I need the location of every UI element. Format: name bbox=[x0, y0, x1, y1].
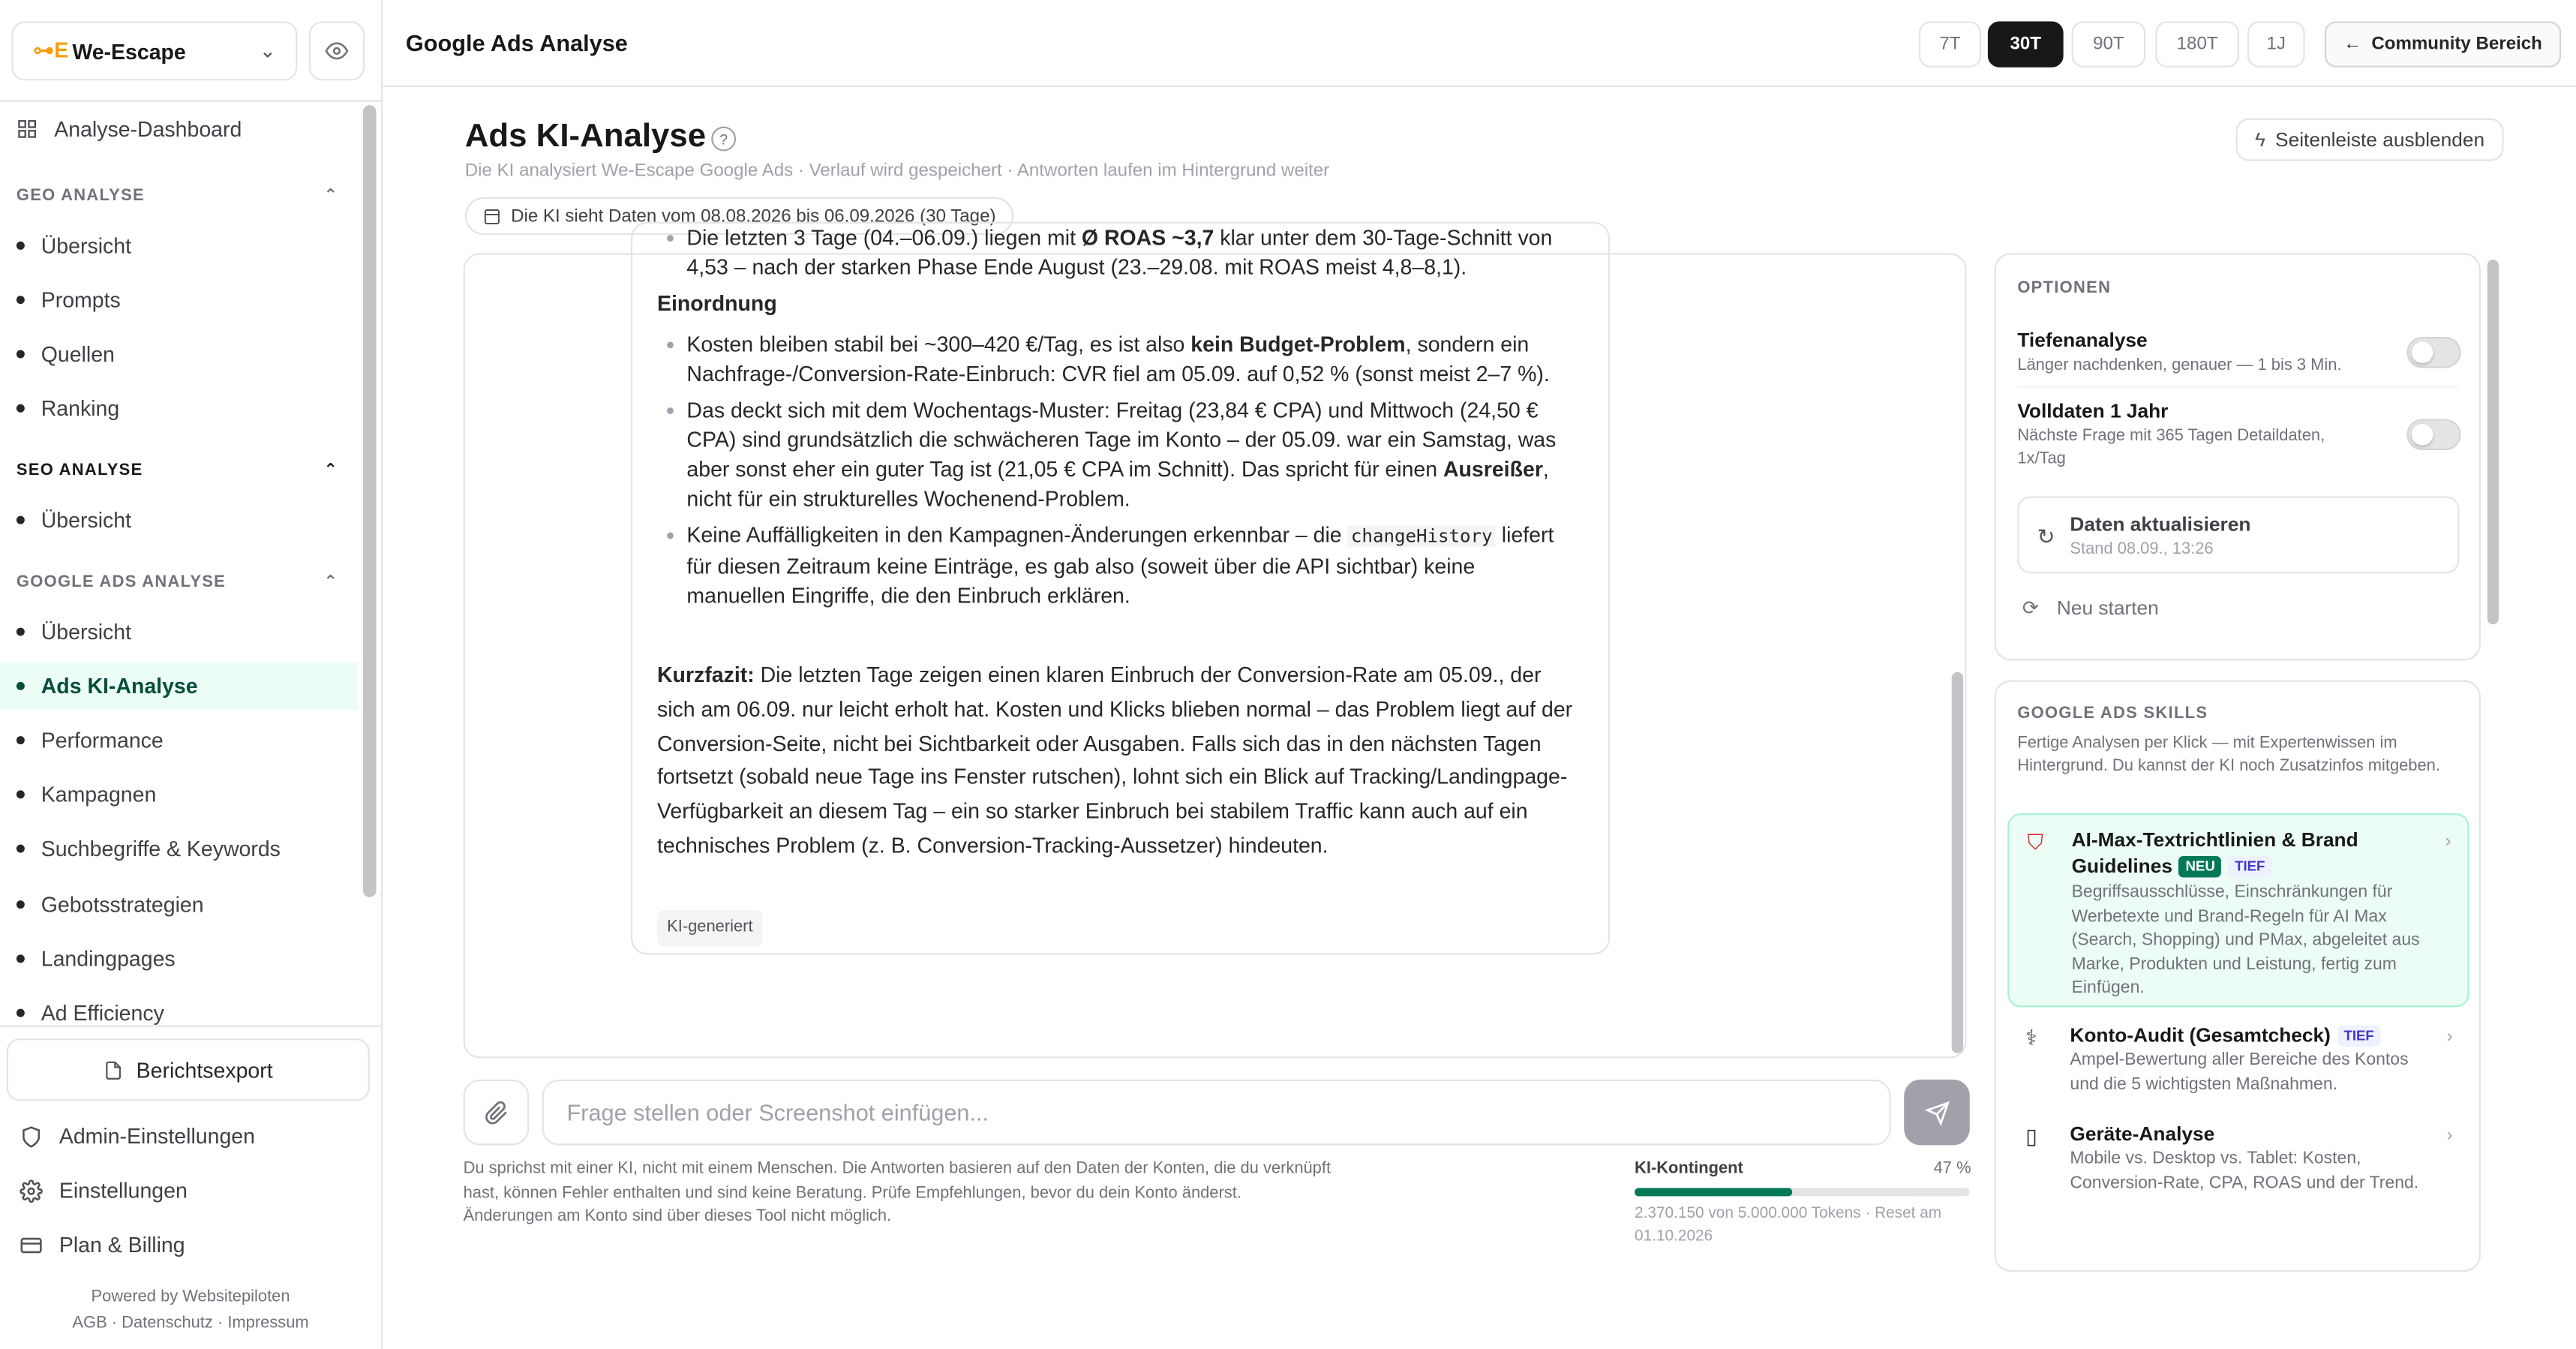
sidebar-nav bbox=[0, 102, 381, 1026]
data-range-text: Die KI sieht Daten vom 08.08.2026 bis 06.09.2026 (30 Tage) bbox=[511, 206, 996, 227]
skill-title: AI-Max-Textrichtlinien & Brand Guidelines NEU TIEF bbox=[2071, 828, 2358, 878]
workspace-logo: ⊶E bbox=[32, 38, 69, 63]
range-30t-button[interactable]: 30T bbox=[1988, 21, 2064, 67]
bullet-icon bbox=[17, 296, 25, 304]
full-data-desc: Nächste Frage mit 365 Tagen Detaildaten, 1x/Tag bbox=[2017, 427, 2325, 469]
legal-links[interactable]: AGB · Datenschutz · Impressum bbox=[72, 1314, 309, 1333]
sidebar-item-label: Übersicht bbox=[41, 619, 132, 644]
quota-progress-bar bbox=[1635, 1188, 1970, 1196]
chat-panel bbox=[464, 225, 1967, 1058]
skill-device-analysis[interactable] bbox=[2007, 1109, 2469, 1224]
sidebar-item-label: Analyse-Dashboard bbox=[54, 116, 242, 142]
group-header-seo[interactable] bbox=[17, 461, 338, 479]
sidebar-scrollbar[interactable] bbox=[363, 105, 377, 897]
top-bar bbox=[383, 0, 2576, 87]
restart-button[interactable] bbox=[2017, 596, 2158, 620]
section-title: Google Ads Analyse bbox=[405, 29, 628, 56]
calendar-icon bbox=[483, 207, 501, 225]
paperclip-icon bbox=[484, 1100, 509, 1125]
sidebar-item-label: Ads KI-Analyse bbox=[41, 673, 198, 699]
page-subtitle: Die KI analysiert We-Escape Google Ads · Verlauf wird gespeichert · Antworten laufen im Hintergrund weiter bbox=[464, 161, 1330, 181]
community-button[interactable] bbox=[2325, 21, 2561, 67]
report-export-label: Berichtsexport bbox=[136, 1057, 273, 1083]
stethoscope-icon: ⚕ bbox=[2025, 1025, 2037, 1050]
options-title: OPTIONEN bbox=[2017, 279, 2112, 298]
sidebar-item-ranking[interactable] bbox=[0, 384, 358, 432]
new-badge: NEU bbox=[2179, 856, 2222, 877]
quota-label: KI-Kontingent bbox=[1635, 1160, 1743, 1179]
sidebar-item-settings[interactable] bbox=[20, 1178, 188, 1203]
credit-card-icon bbox=[20, 1233, 43, 1257]
update-data-timestamp: Stand 08.09., 13:26 bbox=[2070, 540, 2214, 559]
sidebar-item-label: Landingpages bbox=[41, 946, 176, 972]
phone-icon: ▯ bbox=[2025, 1123, 2037, 1149]
hide-sidebar-button[interactable] bbox=[2236, 119, 2504, 161]
bullet-icon bbox=[17, 242, 25, 250]
message-list bbox=[657, 330, 1577, 611]
deep-badge: TIEF bbox=[2228, 856, 2271, 877]
deep-badge: TIEF bbox=[2337, 1026, 2381, 1047]
chevron-right-icon: › bbox=[2446, 1125, 2453, 1146]
sidebar-item-landingpages[interactable] bbox=[0, 935, 358, 983]
page-title: Ads KI-Analyse bbox=[464, 118, 707, 155]
bullet-icon bbox=[17, 736, 25, 744]
chevron-right-icon: › bbox=[2446, 1026, 2453, 1047]
arrow-left-icon: ← bbox=[2343, 34, 2362, 55]
bullet-icon bbox=[17, 516, 25, 524]
bullet-icon bbox=[17, 404, 25, 413]
options-card bbox=[1995, 253, 2481, 660]
bullet-icon bbox=[17, 1009, 25, 1017]
restart-label: Neu starten bbox=[2056, 596, 2159, 620]
sidebar-item-suchbegriffe[interactable] bbox=[0, 825, 358, 873]
group-title: GEO ANALYSE bbox=[16, 187, 145, 206]
send-button[interactable] bbox=[1904, 1080, 1970, 1146]
skills-card bbox=[1995, 681, 2481, 1272]
deep-analysis-title: Tiefenanalyse bbox=[2017, 329, 2148, 352]
gear-icon bbox=[20, 1179, 43, 1202]
bullet-icon bbox=[17, 900, 25, 909]
eye-icon[interactable] bbox=[309, 21, 365, 80]
message-summary: Kurzfazit: Die letzten Tage zeigen einen klaren Einbruch der Conversion-Rate am 05.09., der sich am 06.09. nur leicht erholt hat. Kosten und Klicks blieben normal – das Problem liegt auf der Conversion-Seite, nicht bei Sichtbarkeit oder Ausgaben. Falls sich das in den nächsten Tagen fortsetzt (sobald neue Tage ins Fenster rutschen), lohnt sich ein Blick auf Tracking/Landingpage-Verfügbarkeit an diesem Tag – ein so starker Einbruch bei stabilem Traffic kann auch auf ein technisches Problem (z. B. Conversion-Tracking-Aussetzer) hindeuten. bbox=[657, 662, 1573, 858]
sidebar-item-performance[interactable] bbox=[0, 717, 358, 765]
sidebar-item-quellen[interactable] bbox=[0, 330, 358, 378]
sidebar-item-label: Übersicht bbox=[41, 233, 132, 258]
sidebar-item-seo-uebersicht[interactable] bbox=[0, 496, 358, 544]
sidebar-item-ad-efficiency[interactable] bbox=[0, 989, 358, 1037]
ai-generated-badge: KI-generiert bbox=[657, 910, 763, 946]
full-data-title: Volldaten 1 Jahr bbox=[2017, 399, 2169, 422]
sidebar-item-label: Übersicht bbox=[41, 507, 132, 533]
bullet-icon bbox=[17, 790, 25, 798]
sidebar-item-geo-uebersicht[interactable] bbox=[0, 222, 358, 270]
range-1j-button[interactable]: 1J bbox=[2247, 21, 2305, 67]
deep-analysis-toggle[interactable] bbox=[2406, 337, 2460, 368]
bullet-icon bbox=[17, 628, 25, 636]
ai-disclaimer: Du sprichst mit einer KI, nicht mit einem Menschen. Die Antworten basieren auf den Daten der Konten, die du verknüpft hast, können Fehler enthalten und sind keine Beratung. Prüfe Empfehlungen, bevor du dein Konto änderst. Änderungen am Konto sind über dieses Tool nicht möglich. bbox=[463, 1160, 1332, 1226]
help-icon[interactable]: ? bbox=[711, 127, 736, 152]
sidebar-item-label: Ad Efficiency bbox=[41, 1000, 164, 1026]
sidebar-item-label: Prompts bbox=[41, 287, 121, 313]
sidebar-item-plan-billing[interactable] bbox=[20, 1233, 185, 1257]
group-title: GOOGLE ADS ANALYSE bbox=[16, 573, 227, 592]
bullet-icon bbox=[17, 845, 25, 853]
skills-title: GOOGLE ADS SKILLS bbox=[2017, 705, 2208, 723]
shield-icon: ⛉ bbox=[2027, 829, 2043, 855]
refresh-icon: ⟳ bbox=[2022, 596, 2039, 620]
workspace-name: We-Escape bbox=[72, 38, 186, 64]
send-icon bbox=[1925, 1100, 1950, 1125]
group-header-geo[interactable] bbox=[17, 188, 338, 206]
sidebar bbox=[0, 0, 383, 1349]
lightning-icon: ϟ bbox=[2254, 128, 2265, 152]
sidebar-item-label: Admin-Einstellungen bbox=[59, 1123, 255, 1149]
list-item: Das deckt sich mit dem Wochentags-Muster: Freitag (23,84 € CPA) und Mittwoch (24,50 € CPA) sind grundsätzlich die schwächeren Tage im Konto – der 05.09. war ein Samstag, was aber sonst eher ein guter Tag ist (21,05 € CPA im Schnitt). Das spricht für einen Ausreißer, nicht für ein strukturelles Wochenend-Problem. bbox=[657, 396, 1577, 515]
update-data-title: Daten aktualisieren bbox=[2070, 512, 2251, 536]
shield-icon bbox=[20, 1125, 43, 1148]
skill-desc: Ampel-Bewertung aller Bereiche des Kontos und die 5 wichtigsten Maßnahmen. bbox=[2070, 1050, 2409, 1094]
right-panel-scrollbar[interactable] bbox=[2487, 260, 2499, 624]
skill-title: Konto-Audit (Gesamtcheck) TIEF bbox=[2070, 1022, 2431, 1048]
sidebar-item-label: Einstellungen bbox=[59, 1178, 188, 1203]
community-label: Community Bereich bbox=[2371, 34, 2542, 55]
sidebar-item-kampagnen[interactable] bbox=[0, 771, 358, 819]
refresh-icon: ↻ bbox=[2037, 524, 2055, 549]
report-export-button[interactable] bbox=[7, 1038, 370, 1101]
skill-ai-max-guidelines[interactable] bbox=[2007, 813, 2469, 1007]
quota-details: 2.370.150 von 5.000.000 Tokens · Reset am 01.10.2026 bbox=[1635, 1204, 1942, 1245]
skill-desc: Begriffsausschlüsse, Einschränkungen für Werbetexte und Brand-Regeln für AI Max (Search, Shopping) und PMax, abgeleitet aus Marke, Produkten und Leistung, fertig zum Einfügen. bbox=[2071, 882, 2420, 998]
chevron-up-icon: ⌃ bbox=[323, 187, 339, 206]
chat-scrollbar[interactable] bbox=[1952, 672, 1963, 1053]
bullet-icon bbox=[17, 682, 25, 690]
group-title: SEO ANALYSE bbox=[16, 461, 143, 480]
message-list bbox=[657, 224, 1577, 283]
skills-desc: Fertige Analysen per Klick — mit Expertenwissen im Hintergrund. Du kannst der KI noch Zusatzinfos mitgeben. bbox=[2017, 734, 2440, 776]
sidebar-item-label: Gebotsstrategien bbox=[41, 892, 204, 918]
assistant-message bbox=[631, 222, 1610, 955]
sidebar-item-admin-settings[interactable] bbox=[20, 1124, 255, 1149]
sidebar-item-label: Kampagnen bbox=[41, 782, 157, 807]
update-data-button[interactable] bbox=[2017, 496, 2459, 573]
list-item: Keine Auffälligkeiten in den Kampagnen-Änderungen erkennbar – die changeHistory liefert für diesen Zeitraum keine Einträge, es gab also (soweit über die API sichtbar) keine manuellen Eingriffe, die den Einbruch erklären. bbox=[657, 521, 1577, 611]
options-divider bbox=[2017, 386, 2459, 388]
sidebar-divider bbox=[0, 1026, 381, 1027]
range-180t-button[interactable]: 180T bbox=[2155, 21, 2239, 67]
attach-button[interactable] bbox=[464, 1080, 530, 1146]
skill-desc: Mobile vs. Desktop vs. Tablet: Kosten, Conversion-Rate, CPA, ROAS und der Trend. bbox=[2070, 1148, 2419, 1192]
skill-account-audit[interactable] bbox=[2007, 1011, 2469, 1103]
group-header-google-ads[interactable] bbox=[17, 573, 338, 591]
chat-input[interactable] bbox=[542, 1080, 1891, 1146]
quota-progress-fill bbox=[1635, 1188, 1792, 1196]
list-item: Kosten bleiben stabil bei ~300–420 €/Tag, es ist also kein Budget-Problem, sondern ein Nachfrage-/Conversion-Rate-Einbruch: CVR fiel am 05.09. auf 0,52 % (sonst meist 2–7 %). bbox=[657, 330, 1577, 389]
grid-icon bbox=[17, 119, 38, 140]
chevron-down-icon: ⌄ bbox=[259, 39, 276, 63]
sidebar-item-label: Ranking bbox=[41, 395, 120, 421]
bullet-icon bbox=[17, 350, 25, 358]
hide-sidebar-label: Seitenleiste ausblenden bbox=[2275, 128, 2485, 152]
skill-title: Geräte-Analyse bbox=[2070, 1122, 2215, 1146]
deep-analysis-desc: Länger nachdenken, genauer — 1 bis 3 Min. bbox=[2017, 356, 2342, 375]
workspace-switcher[interactable] bbox=[11, 21, 297, 80]
file-icon bbox=[104, 1059, 123, 1080]
sidebar-item-ads-ki-analyse[interactable] bbox=[0, 662, 358, 711]
sidebar-item-gebotsstrategien[interactable] bbox=[0, 881, 358, 929]
list-item: Die letzten 3 Tage (04.–06.09.) liegen mit Ø ROAS ~3,7 klar unter dem 30-Tage-Schnitt von 4,53 – nach der starken Phase Ende August (23.–29.08. mit ROAS meist 4,8–8,1). bbox=[657, 224, 1577, 283]
full-data-toggle[interactable] bbox=[2406, 419, 2460, 450]
sidebar-item-ads-uebersicht[interactable] bbox=[0, 608, 358, 656]
chevron-up-icon: ⌃ bbox=[323, 573, 339, 592]
bullet-icon bbox=[17, 954, 25, 963]
sidebar-item-dashboard[interactable] bbox=[17, 116, 242, 141]
sidebar-item-label: Performance bbox=[41, 728, 164, 753]
range-90t-button[interactable]: 90T bbox=[2072, 21, 2146, 67]
sidebar-item-prompts[interactable] bbox=[0, 276, 358, 324]
powered-by-text[interactable]: Powered by Websitepiloten bbox=[91, 1287, 290, 1307]
message-heading: Einordnung bbox=[657, 290, 777, 316]
chevron-up-icon: ⌃ bbox=[323, 461, 339, 480]
range-7t-button[interactable]: 7T bbox=[1919, 21, 1981, 67]
chevron-right-icon: › bbox=[2445, 831, 2451, 852]
sidebar-item-label: Plan & Billing bbox=[59, 1232, 185, 1257]
quota-percent: 47 % bbox=[1933, 1160, 1971, 1179]
sidebar-item-label: Quellen bbox=[41, 341, 115, 367]
sidebar-item-label: Suchbegriffe & Keywords bbox=[41, 836, 281, 861]
